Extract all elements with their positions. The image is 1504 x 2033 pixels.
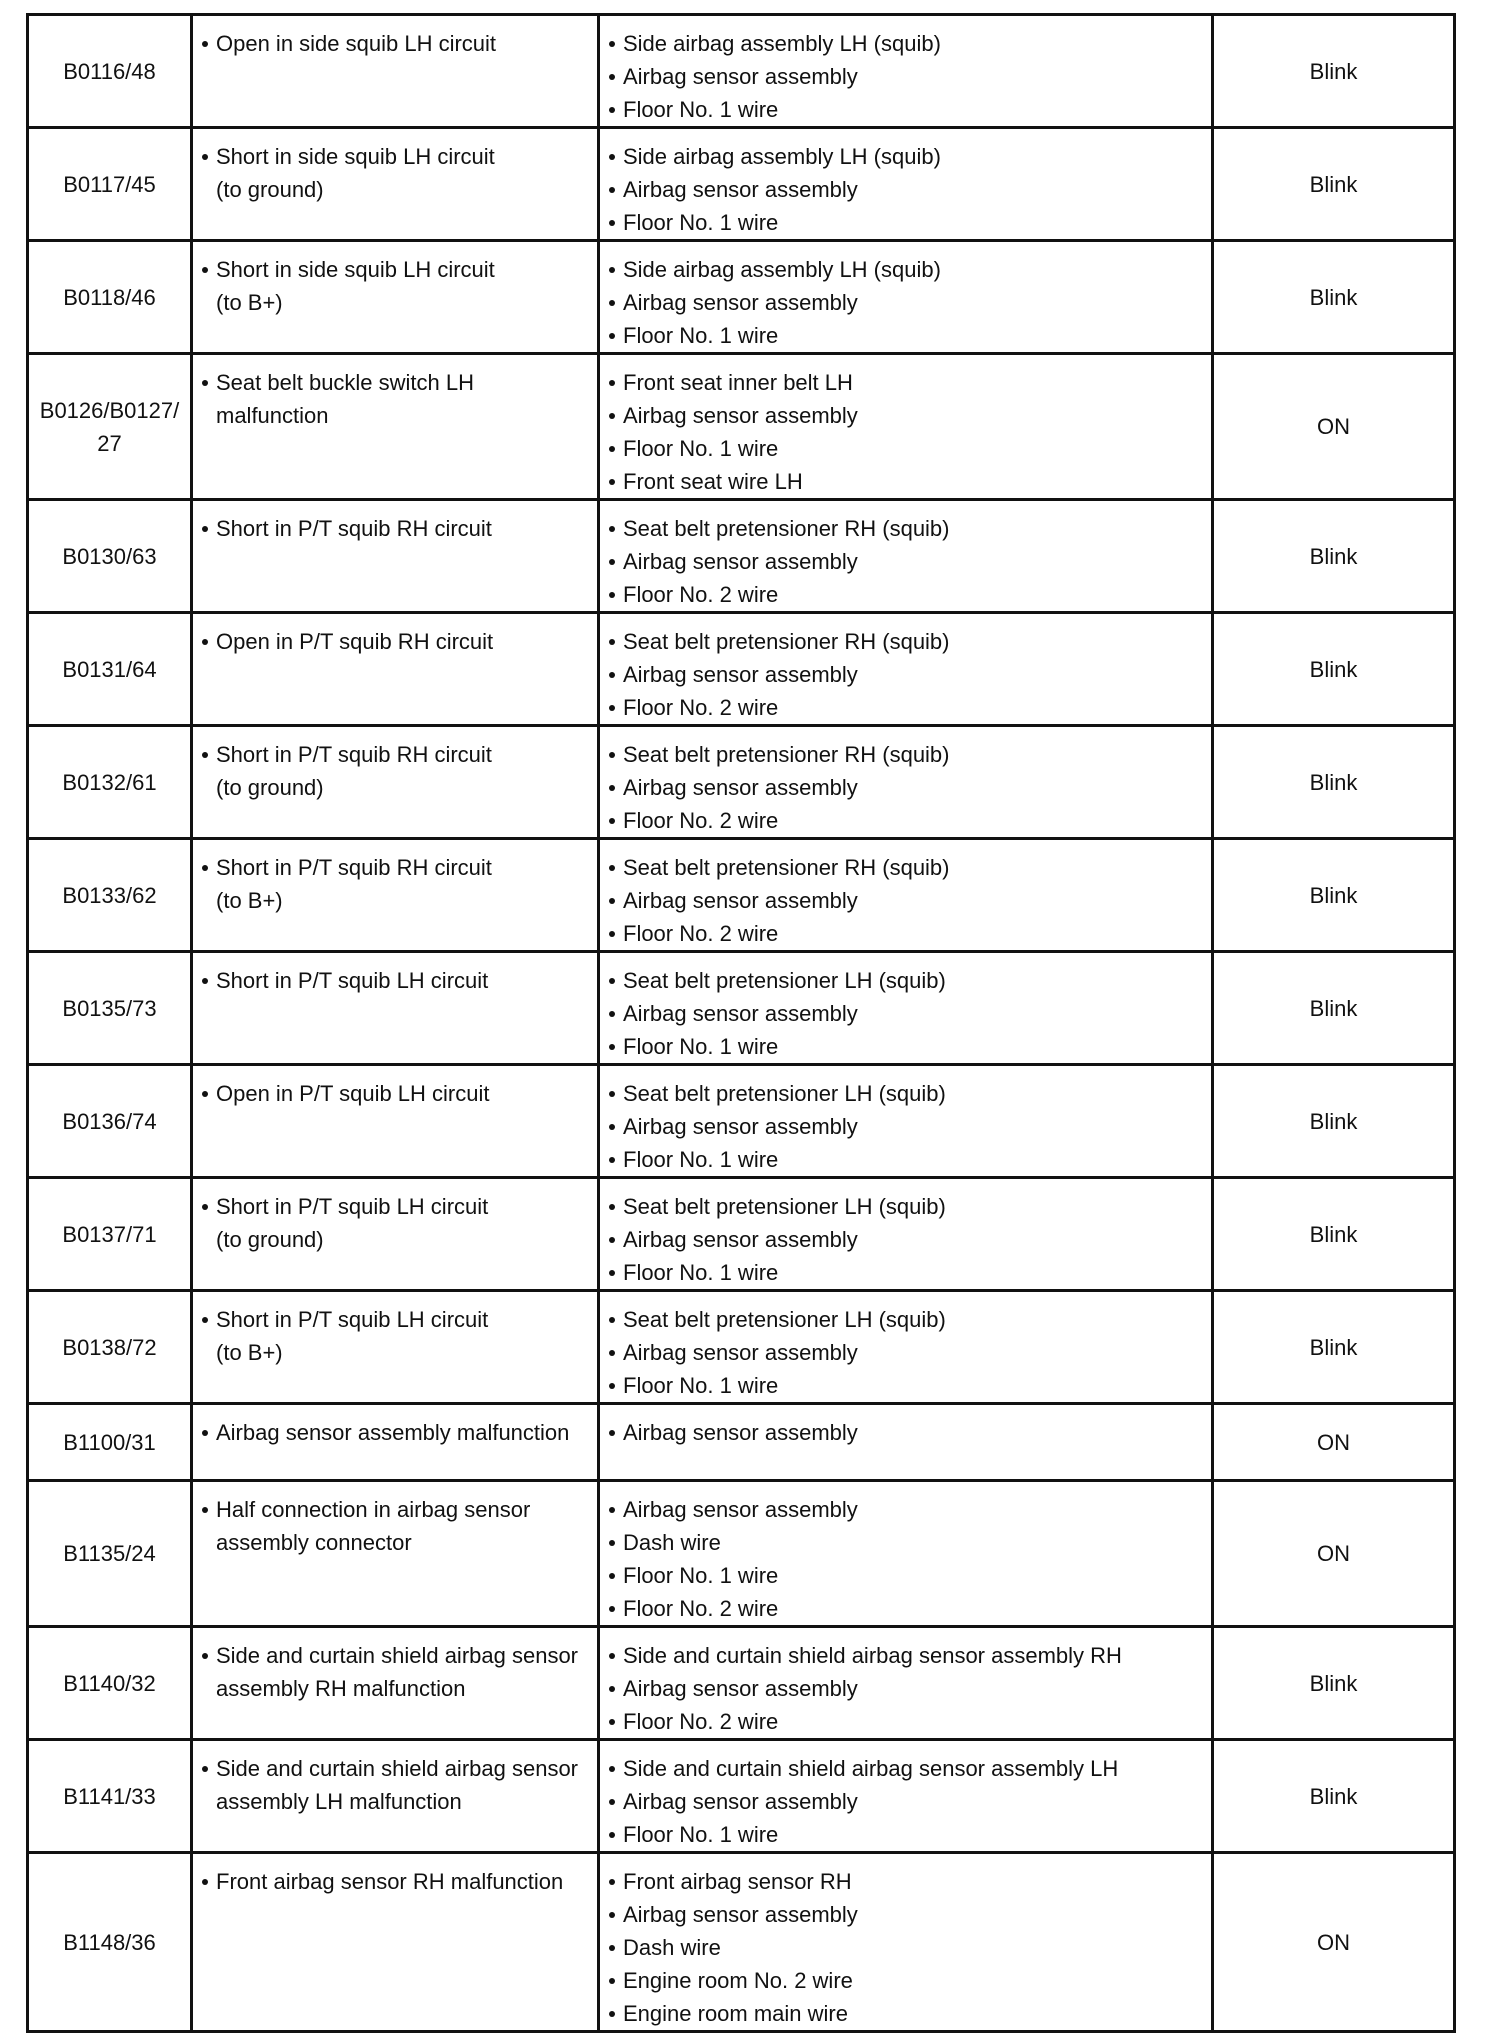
- detection-item-cell: [192, 952, 599, 1065]
- trouble-area-item: Airbag sensor assembly: [608, 173, 1203, 206]
- trouble-area-item: Engine room No. 2 wire: [608, 1964, 1203, 1997]
- detection-item: Short in P/T squib LH circuit: [201, 1190, 589, 1223]
- trouble-area-item: Floor No. 2 wire: [608, 691, 1203, 724]
- trouble-area-item: Seat belt pretensioner RH (squib): [608, 625, 1203, 658]
- warning-lamp-status: Blink: [1213, 726, 1455, 839]
- detection-item-cell: [192, 128, 599, 241]
- detection-item-cell: [192, 1481, 599, 1627]
- trouble-area-item: Seat belt pretensioner RH (squib): [608, 851, 1203, 884]
- table-row: [28, 1740, 1455, 1853]
- detection-item: Front airbag sensor RH malfunction: [201, 1865, 589, 1898]
- trouble-area-item: Dash wire: [608, 1931, 1203, 1964]
- trouble-area-cell: [599, 726, 1213, 839]
- warning-lamp-status: Blink: [1213, 128, 1455, 241]
- detection-item-continued: (to B+): [216, 888, 283, 913]
- table-row: [28, 613, 1455, 726]
- table-row: [28, 1853, 1455, 2032]
- trouble-area-item: Floor No. 2 wire: [608, 578, 1203, 611]
- table-row: [28, 1404, 1455, 1481]
- detection-item: Half connection in airbag sensor: [201, 1493, 589, 1526]
- trouble-area-cell: [599, 354, 1213, 500]
- trouble-area-item: Seat belt pretensioner LH (squib): [608, 1303, 1203, 1336]
- trouble-area-cell: [599, 1404, 1213, 1481]
- detection-item-cell: [192, 241, 599, 354]
- dtc-table-body: [28, 15, 1455, 2032]
- detection-item: Seat belt buckle switch LH: [201, 366, 589, 399]
- trouble-area-item: Engine room main wire: [608, 1997, 1203, 2030]
- detection-item-cell: [192, 500, 599, 613]
- trouble-area-item: Floor No. 2 wire: [608, 1592, 1203, 1625]
- dtc-code-cell: [28, 500, 192, 613]
- warning-lamp-status: Blink: [1213, 241, 1455, 354]
- dtc-code: B0138/72: [62, 1334, 157, 1360]
- dtc-code-cell: [28, 1481, 192, 1627]
- detection-item-continued: (to B+): [216, 290, 283, 315]
- warning-lamp-status: Blink: [1213, 1065, 1455, 1178]
- trouble-area-item: Airbag sensor assembly: [608, 1898, 1203, 1931]
- table-row: [28, 1481, 1455, 1627]
- detection-item-continued: assembly connector: [216, 1530, 412, 1555]
- detection-item: Open in side squib LH circuit: [201, 27, 589, 60]
- detection-item-continued: (to ground): [216, 177, 324, 202]
- trouble-area-item: Airbag sensor assembly: [608, 884, 1203, 917]
- trouble-area-cell: [599, 1291, 1213, 1404]
- detection-item-cell: [192, 1291, 599, 1404]
- trouble-area-item: Seat belt pretensioner LH (squib): [608, 1190, 1203, 1223]
- detection-item-cell: [192, 1853, 599, 2032]
- trouble-area-item: Side airbag assembly LH (squib): [608, 140, 1203, 173]
- trouble-area-item: Airbag sensor assembly: [608, 1493, 1203, 1526]
- detection-item: Short in P/T squib RH circuit: [201, 738, 589, 771]
- dtc-code-cell: [28, 726, 192, 839]
- warning-lamp-status: Blink: [1213, 1740, 1455, 1853]
- trouble-area-item: Seat belt pretensioner RH (squib): [608, 738, 1203, 771]
- trouble-area-item: Floor No. 1 wire: [608, 206, 1203, 239]
- trouble-area-item: Floor No. 1 wire: [608, 1256, 1203, 1289]
- warning-lamp-status: Blink: [1213, 1178, 1455, 1291]
- trouble-area-item: Floor No. 2 wire: [608, 804, 1203, 837]
- warning-lamp-status: ON: [1213, 1481, 1455, 1627]
- warning-lamp-status: Blink: [1213, 1291, 1455, 1404]
- dtc-code-cell: [28, 1740, 192, 1853]
- trouble-area-item: Airbag sensor assembly: [608, 1110, 1203, 1143]
- warning-lamp-status: Blink: [1213, 952, 1455, 1065]
- trouble-area-item: Front seat wire LH: [608, 465, 1203, 498]
- dtc-code: B0116/48: [63, 58, 156, 84]
- warning-lamp-status: ON: [1213, 1404, 1455, 1481]
- trouble-area-item: Airbag sensor assembly: [608, 1785, 1203, 1818]
- detection-item: Open in P/T squib RH circuit: [201, 625, 589, 658]
- detection-item: Open in P/T squib LH circuit: [201, 1077, 589, 1110]
- dtc-code-cell: [28, 354, 192, 500]
- dtc-code: B0118/46: [63, 284, 156, 310]
- trouble-area-cell: [599, 952, 1213, 1065]
- trouble-area-cell: [599, 839, 1213, 952]
- detection-item: Short in P/T squib LH circuit: [201, 964, 589, 997]
- trouble-area-item: Floor No. 2 wire: [608, 917, 1203, 950]
- dtc-code: B0132/61: [62, 769, 157, 795]
- dtc-code-cell: [28, 128, 192, 241]
- trouble-area-item: Floor No. 1 wire: [608, 1143, 1203, 1176]
- trouble-area-item: Airbag sensor assembly: [608, 1672, 1203, 1705]
- detection-item: Short in P/T squib RH circuit: [201, 512, 589, 545]
- trouble-area-item: Seat belt pretensioner LH (squib): [608, 964, 1203, 997]
- warning-lamp-status: Blink: [1213, 1627, 1455, 1740]
- trouble-area-item: Airbag sensor assembly: [608, 1223, 1203, 1256]
- trouble-area-item: Airbag sensor assembly: [608, 286, 1203, 319]
- detection-item-cell: [192, 1740, 599, 1853]
- trouble-area-item: Side and curtain shield airbag sensor assembly LH: [608, 1752, 1203, 1785]
- trouble-area-item: Floor No. 1 wire: [608, 1559, 1203, 1592]
- warning-lamp-status: Blink: [1213, 613, 1455, 726]
- trouble-area-cell: [599, 15, 1213, 128]
- detection-item-cell: [192, 1627, 599, 1740]
- dtc-code: B1148/36: [63, 1929, 156, 1955]
- trouble-area-cell: [599, 241, 1213, 354]
- dtc-code-cell: [28, 1627, 192, 1740]
- table-row: [28, 241, 1455, 354]
- detection-item-continued: (to B+): [216, 1340, 283, 1365]
- trouble-area-item: Floor No. 1 wire: [608, 93, 1203, 126]
- detection-item: Airbag sensor assembly malfunction: [201, 1416, 589, 1449]
- table-row: [28, 1178, 1455, 1291]
- trouble-area-cell: [599, 1740, 1213, 1853]
- dtc-code-cell: [28, 613, 192, 726]
- detection-item-cell: [192, 726, 599, 839]
- trouble-area-item: Floor No. 1 wire: [608, 1369, 1203, 1402]
- trouble-area-cell: [599, 1853, 1213, 2032]
- dtc-code-cell: [28, 839, 192, 952]
- detection-item: Side and curtain shield airbag sensor: [201, 1752, 589, 1785]
- trouble-area-item: Side airbag assembly LH (squib): [608, 253, 1203, 286]
- detection-item-cell: [192, 15, 599, 128]
- trouble-area-item: Airbag sensor assembly: [608, 545, 1203, 578]
- dtc-code: B1140/32: [63, 1670, 156, 1696]
- detection-item: Short in side squib LH circuit: [201, 140, 589, 173]
- trouble-area-item: Airbag sensor assembly: [608, 771, 1203, 804]
- trouble-area-item: Airbag sensor assembly: [608, 1416, 1203, 1449]
- table-row: [28, 1291, 1455, 1404]
- detection-item-cell: [192, 1065, 599, 1178]
- dtc-code: B1100/31: [63, 1429, 156, 1455]
- dtc-code-cell: [28, 1404, 192, 1481]
- trouble-area-item: Side airbag assembly LH (squib): [608, 27, 1203, 60]
- trouble-area-item: Front seat inner belt LH: [608, 366, 1203, 399]
- trouble-area-item: Dash wire: [608, 1526, 1203, 1559]
- dtc-code: B0126/B0127/ 27: [39, 397, 180, 456]
- detection-item: Short in P/T squib LH circuit: [201, 1303, 589, 1336]
- trouble-area-cell: [599, 128, 1213, 241]
- detection-item-cell: [192, 354, 599, 500]
- trouble-area-cell: [599, 1178, 1213, 1291]
- table-row: [28, 500, 1455, 613]
- table-row: [28, 726, 1455, 839]
- detection-item: Side and curtain shield airbag sensor: [201, 1639, 589, 1672]
- trouble-area-item: Airbag sensor assembly: [608, 658, 1203, 691]
- table-row: [28, 839, 1455, 952]
- trouble-area-item: Airbag sensor assembly: [608, 1336, 1203, 1369]
- trouble-area-item: Floor No. 1 wire: [608, 1030, 1203, 1063]
- dtc-code-cell: [28, 1178, 192, 1291]
- table-row: [28, 952, 1455, 1065]
- dtc-code-cell: [28, 15, 192, 128]
- table-row: [28, 15, 1455, 128]
- trouble-area-item: Floor No. 2 wire: [608, 1705, 1203, 1738]
- table-row: [28, 1627, 1455, 1740]
- trouble-area-cell: [599, 500, 1213, 613]
- dtc-code-cell: [28, 1853, 192, 2032]
- trouble-area-cell: [599, 1481, 1213, 1627]
- warning-lamp-status: ON: [1213, 354, 1455, 500]
- detection-item-continued: assembly LH malfunction: [216, 1789, 462, 1814]
- dtc-code: B0130/63: [62, 543, 157, 569]
- trouble-area-item: Side and curtain shield airbag sensor assembly RH: [608, 1639, 1203, 1672]
- dtc-code: B1135/24: [63, 1541, 156, 1566]
- trouble-area-item: Seat belt pretensioner LH (squib): [608, 1077, 1203, 1110]
- trouble-area-item: Airbag sensor assembly: [608, 60, 1203, 93]
- trouble-area-item: Airbag sensor assembly: [608, 399, 1203, 432]
- warning-lamp-status: Blink: [1213, 15, 1455, 128]
- detection-item-cell: [192, 1404, 599, 1481]
- table-row: [28, 128, 1455, 241]
- warning-lamp-status: Blink: [1213, 500, 1455, 613]
- detection-item-cell: [192, 839, 599, 952]
- dtc-code-cell: [28, 1065, 192, 1178]
- dtc-code: B0136/74: [62, 1108, 157, 1134]
- dtc-code: B0133/62: [62, 882, 157, 908]
- dtc-code-cell: [28, 952, 192, 1065]
- dtc-code: B0131/64: [62, 656, 157, 682]
- dtc-code-cell: [28, 1291, 192, 1404]
- table-row: [28, 1065, 1455, 1178]
- detection-item-continued: (to ground): [216, 1227, 324, 1252]
- trouble-area-cell: [599, 1065, 1213, 1178]
- dtc-code-cell: [28, 241, 192, 354]
- detection-item-continued: assembly RH malfunction: [216, 1676, 466, 1701]
- warning-lamp-status: ON: [1213, 1853, 1455, 2032]
- table-row: [28, 354, 1455, 500]
- warning-lamp-status: Blink: [1213, 839, 1455, 952]
- dtc-code: B0117/45: [63, 171, 156, 197]
- trouble-area-item: Airbag sensor assembly: [608, 997, 1203, 1030]
- trouble-area-item: Seat belt pretensioner RH (squib): [608, 512, 1203, 545]
- trouble-area-cell: [599, 1627, 1213, 1740]
- dtc-table: [26, 13, 1456, 2033]
- detection-item-cell: [192, 613, 599, 726]
- detection-item: Short in side squib LH circuit: [201, 253, 589, 286]
- dtc-code: B0137/71: [62, 1221, 157, 1247]
- detection-item-continued: (to ground): [216, 775, 324, 800]
- detection-item-continued: malfunction: [216, 403, 329, 428]
- detection-item-cell: [192, 1178, 599, 1291]
- trouble-area-item: Floor No. 1 wire: [608, 1818, 1203, 1851]
- trouble-area-item: Floor No. 1 wire: [608, 432, 1203, 465]
- detection-item: Short in P/T squib RH circuit: [201, 851, 589, 884]
- trouble-area-cell: [599, 613, 1213, 726]
- trouble-area-item: Front airbag sensor RH: [608, 1865, 1203, 1898]
- dtc-code: B0135/73: [62, 995, 157, 1021]
- dtc-code: B1141/33: [63, 1783, 156, 1809]
- trouble-area-item: Floor No. 1 wire: [608, 319, 1203, 352]
